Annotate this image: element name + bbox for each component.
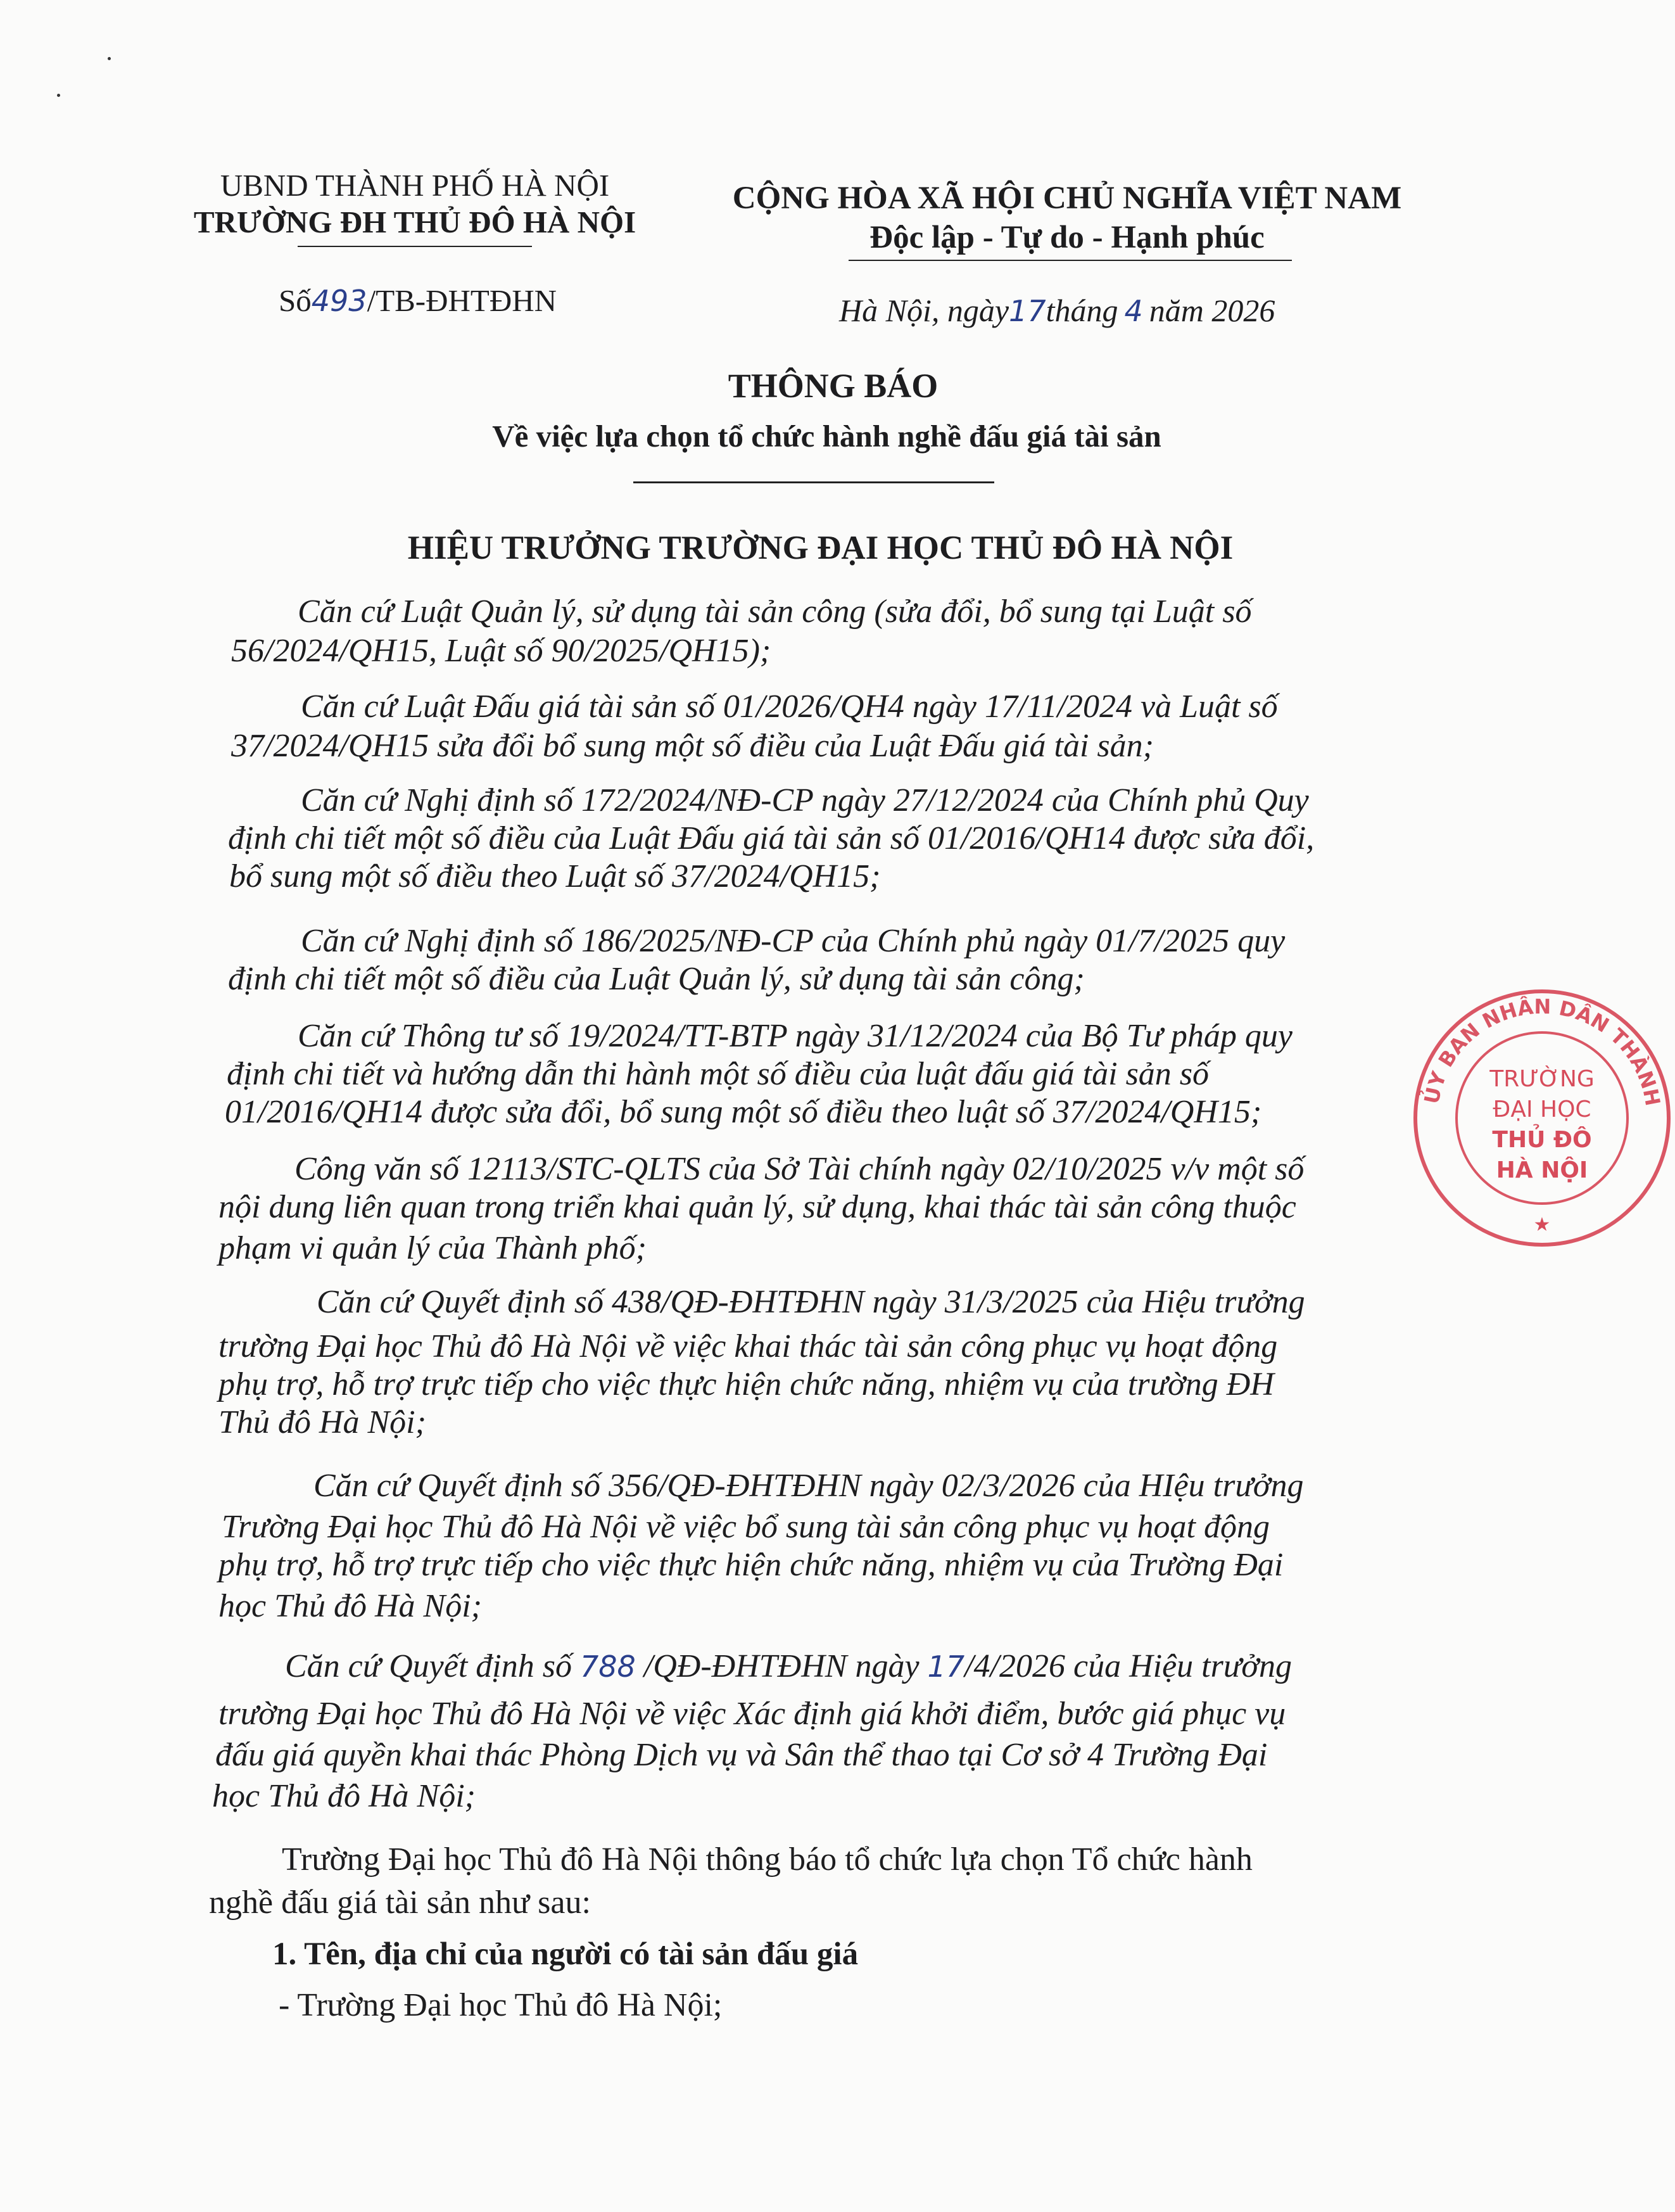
seal-line-4: HÀ NỘI bbox=[1496, 1157, 1588, 1183]
document-type: THÔNG BÁO bbox=[728, 367, 939, 405]
doc-no-prefix: Số bbox=[279, 283, 312, 318]
basis-8-line-1: Căn cứ Quyết định số 356/QĐ-ĐHTĐHN ngày 02/3/2026 của HIệu trưởng bbox=[313, 1468, 1304, 1504]
basis-3-line-1: Căn cứ Nghị định số 172/2024/NĐ-CP ngày 27/12/2024 của Chính phủ Quy bbox=[301, 782, 1309, 818]
basis-3-line-2: định chi tiết một số điều của Luật Đấu giá tài sản số 01/2016/QH14 được sửa đổi, bbox=[228, 820, 1315, 856]
basis-8-line-2: Trường Đại học Thủ đô Hà Nội về việc bổ sung tài sản công phục vụ hoạt động bbox=[222, 1509, 1270, 1545]
basis-9-part2: /QĐ-ĐHTĐHN ngày bbox=[635, 1648, 928, 1684]
title-rule bbox=[633, 481, 994, 483]
date-part3: năm 2026 bbox=[1149, 293, 1275, 328]
basis-1-line-2: 56/2024/QH15, Luật số 90/2025/QH15); bbox=[231, 633, 771, 669]
basis-7-line-3: phụ trợ, hỗ trợ trực tiếp cho việc thực hiện chức năng, nhiệm vụ của trường ĐH bbox=[218, 1366, 1274, 1402]
national-title: CỘNG HÒA XÃ HỘI CHỦ NGHĨA VIỆT NAM bbox=[732, 181, 1402, 216]
basis-7-line-1: Căn cứ Quyết định số 438/QĐ-ĐHTĐHN ngày 31/3/2025 của Hiệu trưởng bbox=[317, 1284, 1305, 1320]
basis-5-line-1: Căn cứ Thông tư số 19/2024/TT-BTP ngày 31/12/2024 của Bộ Tư pháp quy bbox=[298, 1018, 1293, 1054]
basis-9-part3: /4/2026 của Hiệu trưởng bbox=[964, 1648, 1292, 1684]
document-subject: Về việc lựa chọn tổ chức hành nghề đấu giá tài sản bbox=[492, 419, 1161, 454]
basis-6-line-3: phạm vi quản lý của Thành phố; bbox=[218, 1230, 647, 1266]
basis-4-line-2: định chi tiết một số điều của Luật Quản lý, sử dụng tài sản công; bbox=[228, 961, 1085, 997]
seal-line-2: ĐẠI HỌC bbox=[1493, 1096, 1591, 1122]
speck-1 bbox=[108, 57, 111, 60]
speck-2 bbox=[57, 94, 60, 97]
basis-9-part1: Căn cứ Quyết định số bbox=[285, 1648, 580, 1684]
basis-6-line-2: nội dung liên quan trong triển khai quản lý, sử dụng, khai thác tài sản công thuộc bbox=[218, 1189, 1296, 1225]
seal-line-1: TRƯỜNG bbox=[1489, 1066, 1595, 1092]
basis-1-line-1: Căn cứ Luật Quản lý, sử dụng tài sản công (sửa đổi, bổ sung tại Luật số bbox=[298, 594, 1252, 630]
authority-title: HIỆU TRƯỞNG TRƯỜNG ĐẠI HỌC THỦ ĐÔ HÀ NỘI bbox=[407, 530, 1234, 566]
seal-line-3: THỦ ĐÔ bbox=[1492, 1127, 1592, 1153]
seal-graphic bbox=[1409, 985, 1675, 1251]
doc-no-suffix: /TB-ĐHTĐHN bbox=[367, 283, 557, 318]
basis-6-line-1: Công văn số 12113/STC-QLTS của Sở Tài chính ngày 02/10/2025 v/v một số bbox=[294, 1151, 1305, 1187]
basis-5-line-2: định chi tiết và hướng dẫn thi hành một số điều của luật đấu giá tài sản số bbox=[227, 1056, 1210, 1092]
basis-9-handwritten-number: 788 bbox=[579, 1649, 636, 1684]
issuer-underline bbox=[298, 246, 532, 247]
basis-9-line-3: đấu giá quyền khai thác Phòng Dịch vụ và Sân thể thao tại Cơ sở 4 Trường Đại bbox=[215, 1737, 1268, 1773]
announcement-line-2: nghề đấu giá tài sản như sau: bbox=[209, 1885, 591, 1921]
date-part1: Hà Nội, ngày bbox=[839, 293, 1009, 328]
basis-2-line-1: Căn cứ Luật Đấu giá tài sản số 01/2026/QH4 ngày 17/11/2024 và Luật số bbox=[301, 689, 1278, 725]
basis-8-line-3: phụ trợ, hỗ trợ trực tiếp cho việc thực hiện chức năng, nhiệm vụ của Trường Đại bbox=[218, 1547, 1284, 1583]
official-seal bbox=[1409, 985, 1666, 1251]
motto-underline bbox=[849, 260, 1292, 261]
seal-star-icon: ★ bbox=[1533, 1214, 1551, 1236]
basis-8-line-4: học Thủ đô Hà Nội; bbox=[218, 1588, 482, 1624]
date-day-handwritten: 17 bbox=[1009, 294, 1046, 328]
basis-9-line-1 bbox=[285, 1650, 1292, 1683]
basis-5-line-3: 01/2016/QH14 được sửa đổi, bổ sung một số điều theo luật số 37/2024/QH15; bbox=[225, 1094, 1262, 1130]
basis-3-line-3: bổ sung một số điều theo Luật số 37/2024/QH15; bbox=[229, 858, 881, 894]
basis-9-handwritten-day: 17 bbox=[927, 1649, 965, 1684]
doc-no-handwritten: 493 bbox=[311, 284, 367, 318]
seal-ring-text: ỦY BAN NHÂN DÂN THÀNH bbox=[1419, 994, 1666, 1108]
basis-7-line-4: Thủ đô Hà Nội; bbox=[218, 1404, 426, 1440]
section-1-title: 1. Tên, địa chỉ của người có tài sản đấu giá bbox=[272, 1936, 859, 1972]
national-motto: Độc lập - Tự do - Hạnh phúc bbox=[869, 220, 1265, 255]
document-number bbox=[279, 285, 557, 316]
basis-9-line-2: trường Đại học Thủ đô Hà Nội về việc Xác định giá khởi điểm, bước giá phục vụ bbox=[218, 1696, 1286, 1732]
basis-7-line-2: trường Đại học Thủ đô Hà Nội về việc khai thác tài sản công phục vụ hoạt động bbox=[218, 1328, 1278, 1364]
basis-2-line-2: 37/2024/QH15 sửa đổi bổ sung một số điều của Luật Đấu giá tài sản; bbox=[231, 728, 1154, 764]
issuer-name: TRƯỜNG ĐH THỦ ĐÔ HÀ NỘI bbox=[193, 205, 636, 239]
announcement-line-1: Trường Đại học Thủ đô Hà Nội thông báo tổ chức lựa chọn Tổ chức hành bbox=[282, 1841, 1253, 1878]
basis-9-line-4: học Thủ đô Hà Nội; bbox=[212, 1778, 476, 1814]
section-1-item-1: - Trường Đại học Thủ đô Hà Nội; bbox=[279, 1987, 723, 2023]
basis-4-line-1: Căn cứ Nghị định số 186/2025/NĐ-CP của Chính phủ ngày 01/7/2025 quy bbox=[301, 923, 1286, 959]
date-month-handwritten: 4 bbox=[1124, 294, 1143, 328]
place-date bbox=[839, 295, 1275, 326]
date-part2: tháng bbox=[1046, 293, 1118, 328]
issuer-parent: UBND THÀNH PHỐ HÀ NỘI bbox=[220, 168, 610, 203]
